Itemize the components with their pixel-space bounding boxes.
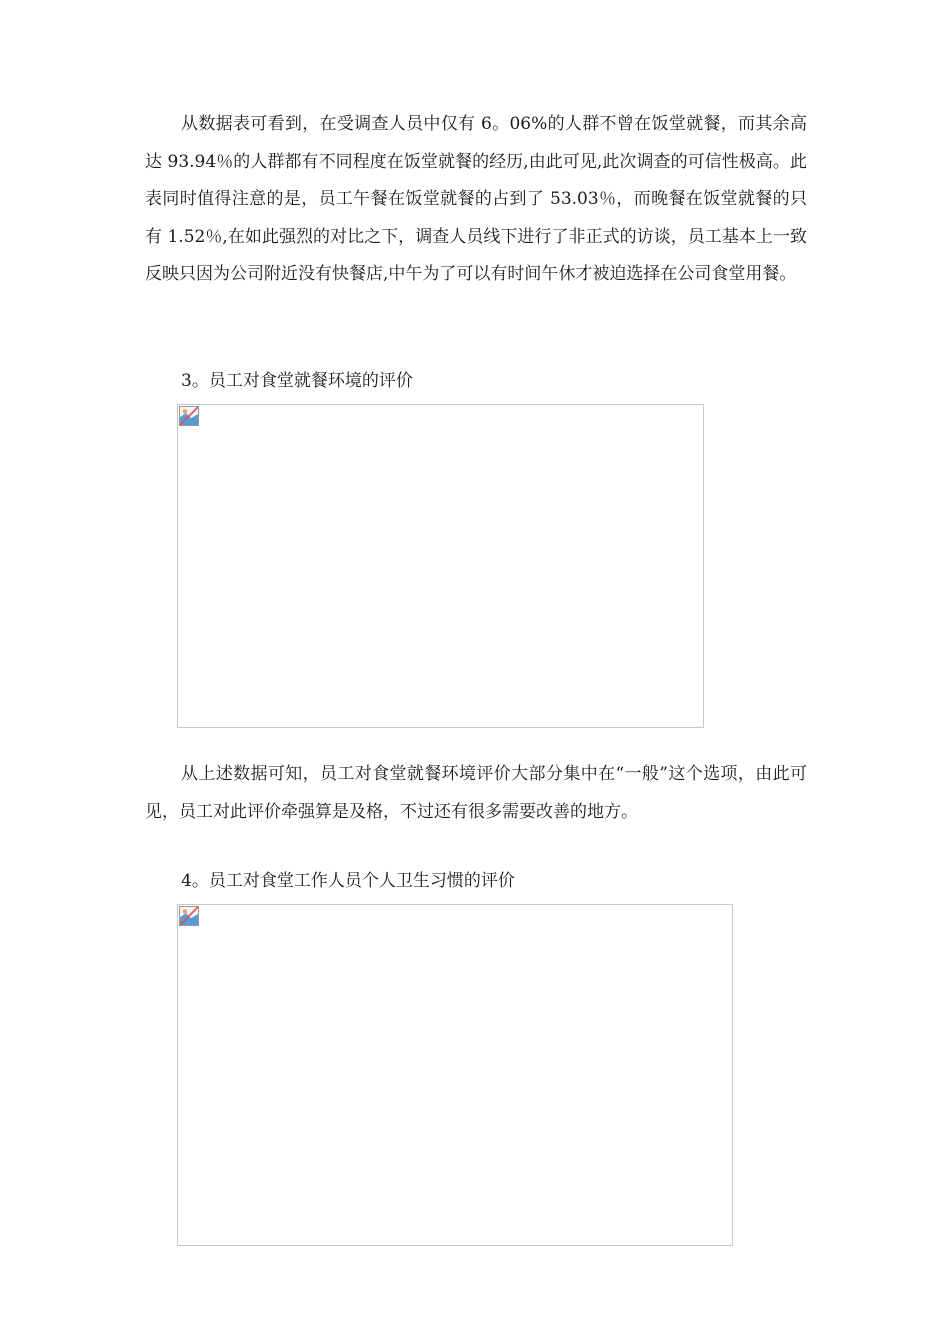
- chart-image-placeholder-staff-hygiene: [177, 904, 733, 1246]
- paragraph-survey-participation: 从数据表可看到，在受调查人员中仅有 6。06%的人群不曾在饭堂就餐，而其余高达 93.94％的人群都有不同程度在饭堂就餐的经历,由此可见,此次调查的可信性极高。此表同时值得注意的是，员工午餐在饭堂就餐的占到了 53.03％，而晚餐在饭堂就餐的只有 1.52％,在如此强烈的对比之下，调查人员线下进行了非正式的访谈，员工基本上一致反映只因为公司附近没有快餐店,中午为了可以有时间午休才被迫选择在公司食堂用餐。: [145, 114, 807, 284]
- broken-image-icon: [179, 406, 199, 426]
- paragraph-environment-evaluation: 从上述数据可知，员工对食堂就餐环境评价大部分集中在“一般”这个选项，由此可见，员工对此评价牵强算是及格，不过还有很多需要改善的地方。: [145, 764, 807, 822]
- section-heading-staff-hygiene: 4。员工对食堂工作人员个人卫生习惯的评价: [181, 871, 515, 891]
- section-heading-dining-environment: 3。员工对食堂就餐环境的评价: [181, 371, 413, 391]
- chart-image-placeholder-dining-environment: [177, 404, 704, 728]
- broken-image-icon: [179, 906, 199, 926]
